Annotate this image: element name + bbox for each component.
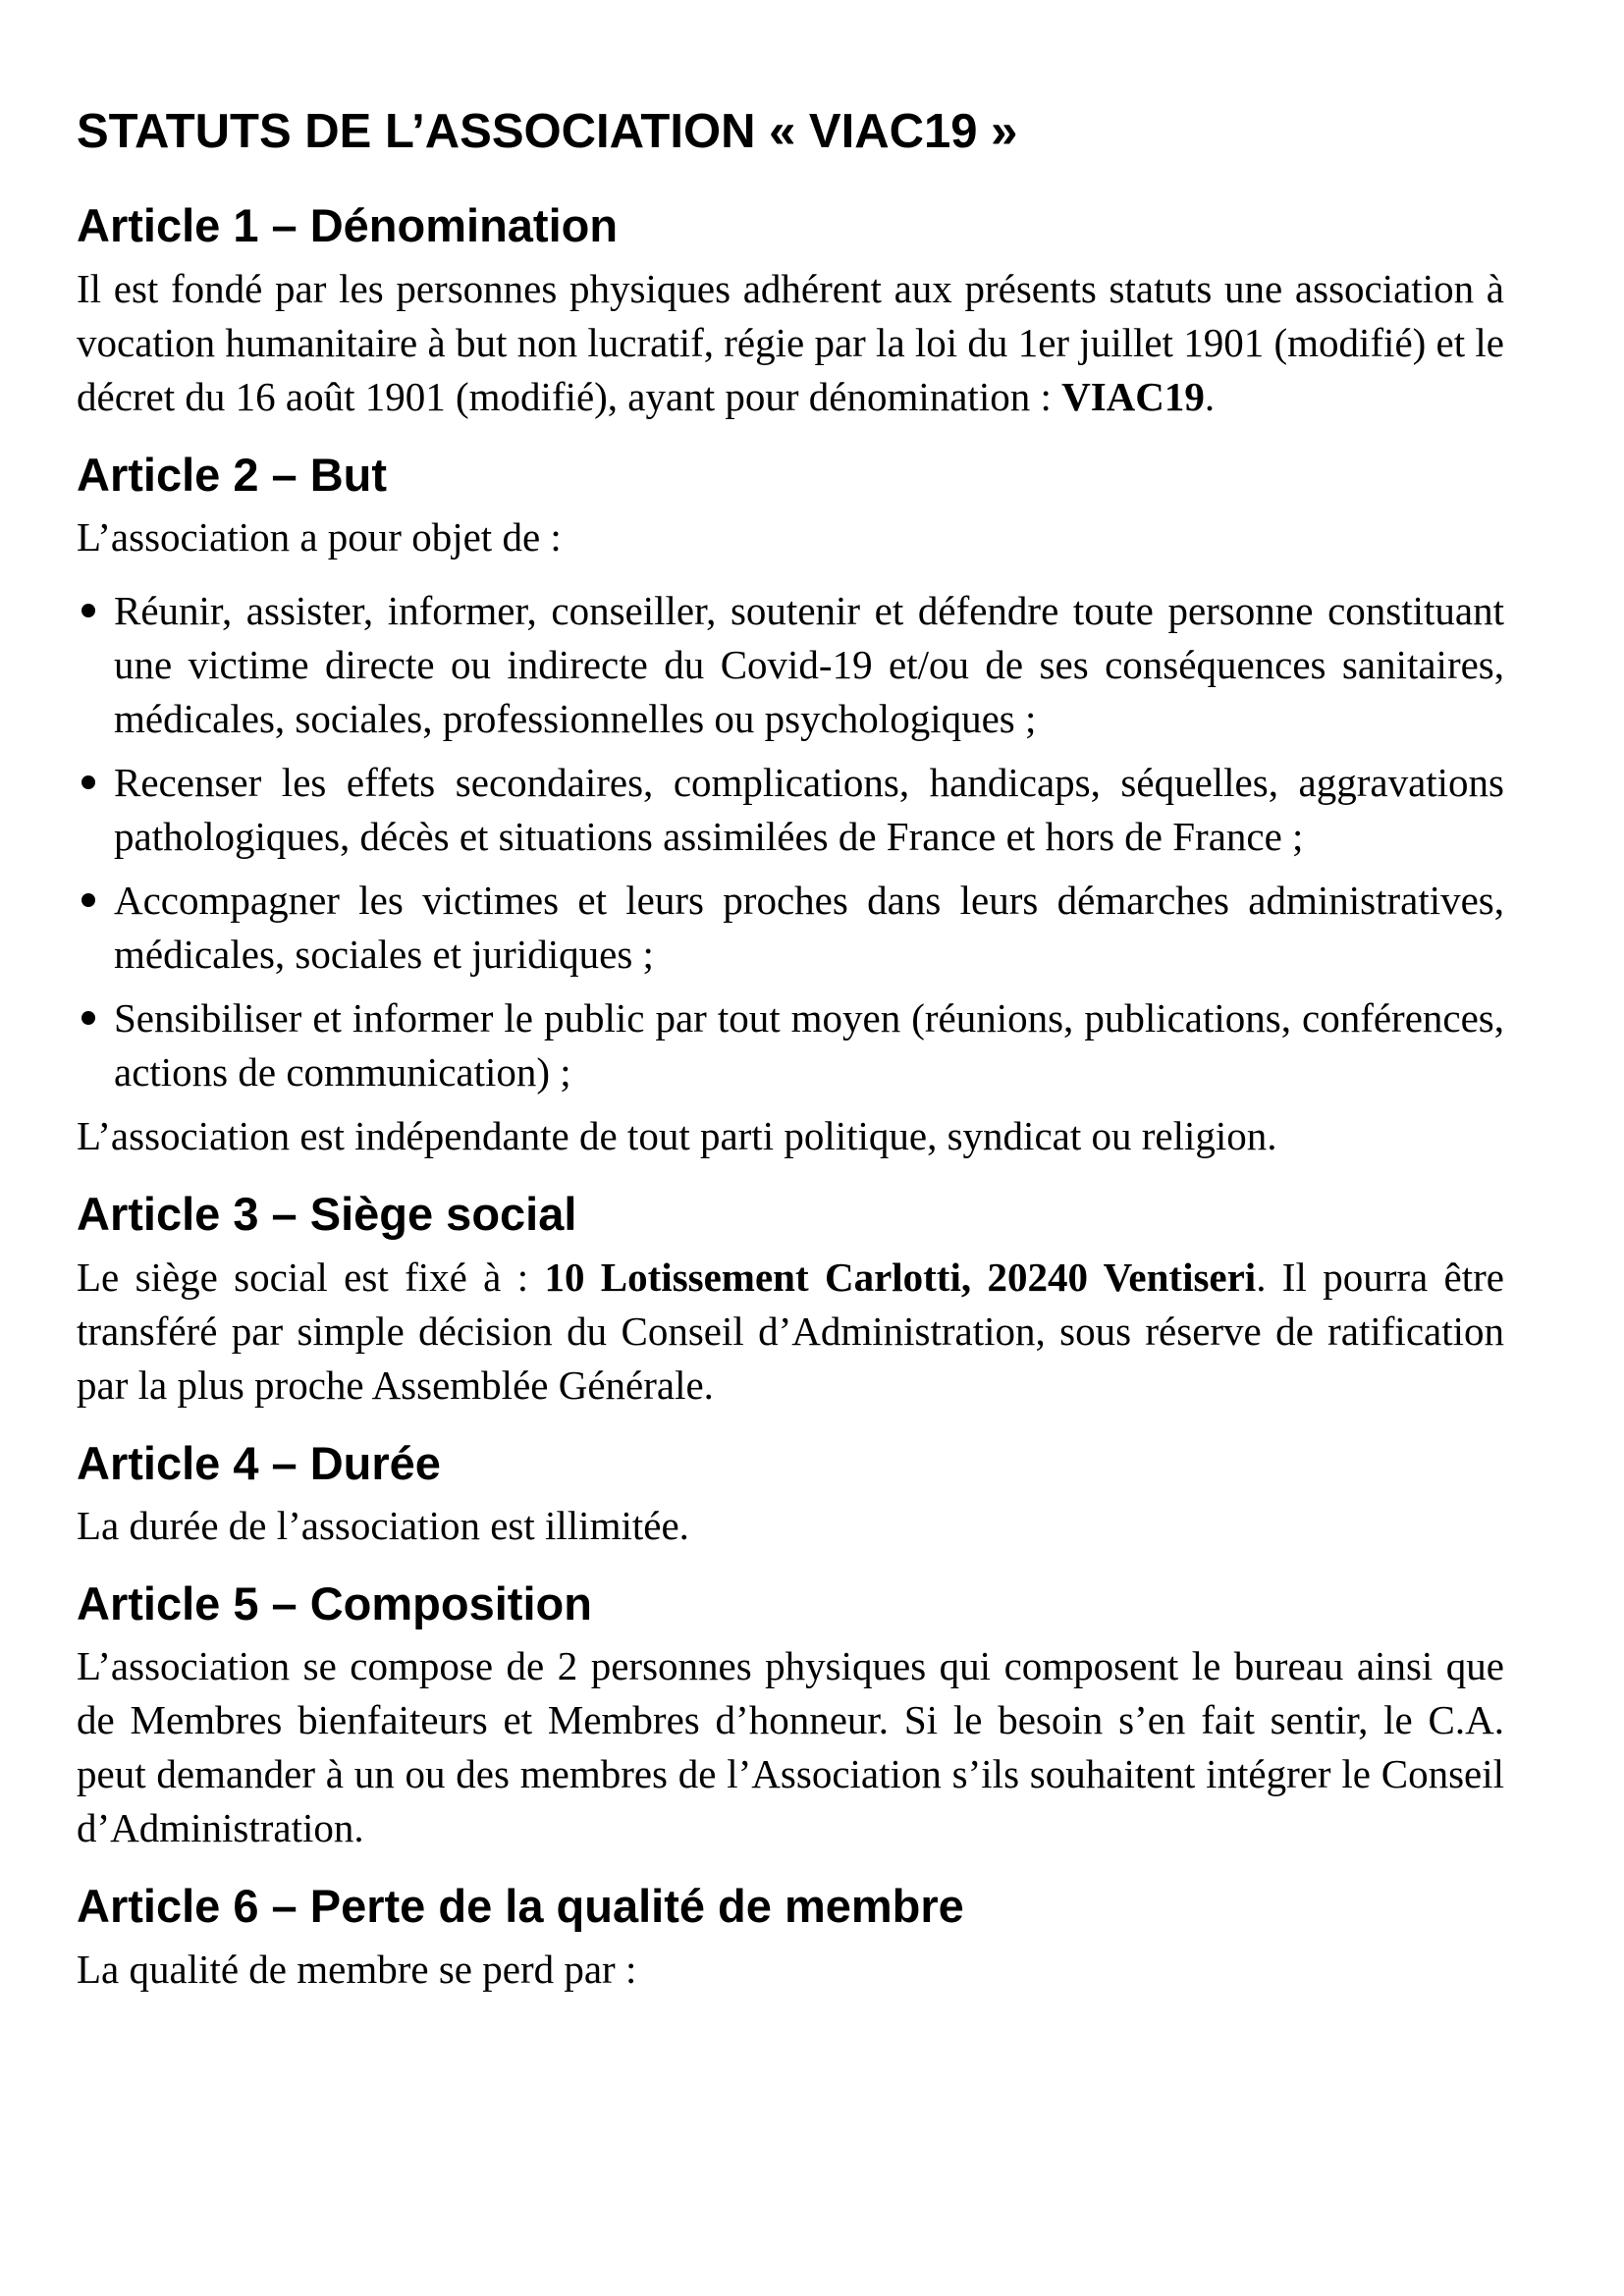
objective-item-4: Sensibiliser et informer le public par tout moyen (réunions, publications, conférences, actions de communication) ; [77, 991, 1504, 1099]
article-3-body [77, 1251, 1504, 1413]
objective-item-1: Réunir, assister, informer, conseiller, soutenir et défendre toute personne constituant une victime directe ou indirecte du Covid-19 et/ou de ses conséquences sanitaires, médicales, sociales, professionnelles ou psychologiques ; [77, 584, 1504, 746]
article-2-intro: L’association a pour objet de : [77, 514, 562, 561]
article-2-outro: L’association est indépendante de tout parti politique, syndicat ou religion. [77, 1113, 1277, 1159]
section-article-6 [77, 1879, 1504, 1996]
article-5-heading: Article 5 – Composition [77, 1576, 592, 1629]
section-article-2 [77, 448, 1504, 1163]
document-title: STATUTS DE L’ASSOCIATION « VIAC19 » [77, 105, 1018, 158]
article-1-body [77, 262, 1504, 424]
article-1-text-pre: Il est fondé par les personnes physiques adhérent aux présents statuts une association à vocation humanitaire à but non lucratif, régie par la loi du 1er juillet 1901 (modifié) et le décret du 16 août 1901 (modifié), ayant pour dénomination : [77, 265, 1504, 419]
address-bold: 10 Lotissement Carlotti, 20240 Ventiseri [544, 1254, 1257, 1300]
article-4-heading: Article 4 – Durée [77, 1436, 441, 1489]
article-1-heading: Article 1 – Dénomination [77, 199, 619, 252]
objective-item-2: Recenser les effets secondaires, complications, handicaps, séquelles, aggravations pathologiques, décès et situations assimilées de France et hors de France ; [77, 756, 1504, 864]
article-2-heading: Article 2 – But [77, 448, 388, 501]
section-article-4 [77, 1436, 1504, 1553]
objective-item-3: Accompagner les victimes et leurs proches dans leurs démarches administratives, médicales, sociales et juridiques ; [77, 874, 1504, 982]
section-article-1 [77, 198, 1504, 423]
article-4-body: La durée de l’association est illimitée. [77, 1502, 689, 1548]
section-article-3 [77, 1187, 1504, 1412]
association-name-bold: VIAC19 [1061, 373, 1205, 419]
objectives-list [77, 584, 1504, 1099]
article-3-heading: Article 3 – Siège social [77, 1188, 577, 1241]
article-6-body: La qualité de membre se perd par : [77, 1946, 637, 1992]
article-1-text-post: . [1204, 373, 1216, 419]
article-3-text-pre: Le siège social est fixé à : [77, 1254, 545, 1300]
article-5-body: L’association se compose de 2 personnes physiques qui composent le bureau ainsi que de Membres bienfaiteurs et Membres d’honneur. Si le besoin s’en fait sentir, le C.A. peut demander à un ou des membres de l’Association s’ils souhaitent intégrer le Conseil d’Administration. [77, 1643, 1504, 1851]
article-3-text-post: . Il pourra être transféré par simple décision du Conseil d’Administration, sous réserve de ratification par la plus proche Assemblée Générale. [77, 1254, 1504, 1408]
section-article-5 [77, 1576, 1504, 1855]
article-6-heading: Article 6 – Perte de la qualité de membre [77, 1880, 964, 1933]
